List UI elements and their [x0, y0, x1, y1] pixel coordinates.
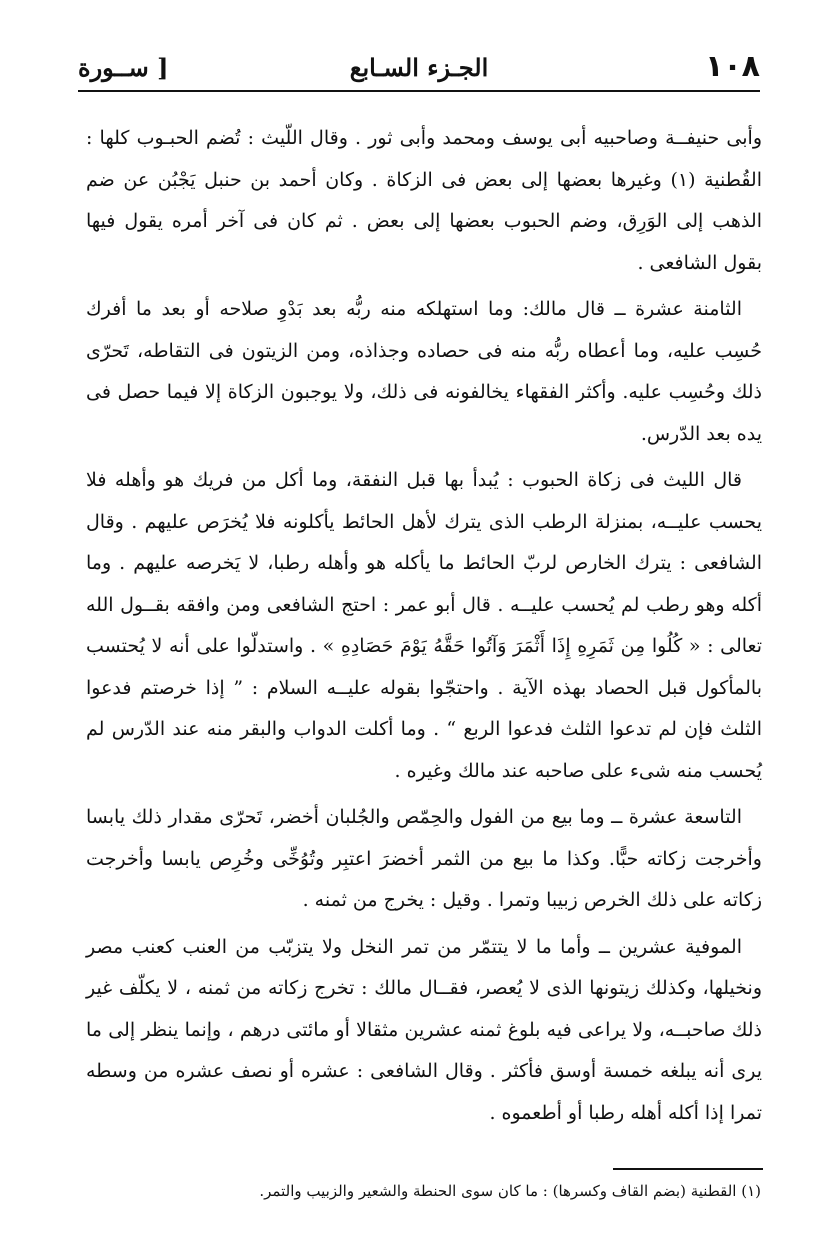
- footnote: (١) القطنية (بضم القاف وكسرها) : ما كان سوى الحنطة والشعير والزبيب والتمر.: [259, 1182, 761, 1200]
- paragraph-issue-20: الموفية عشرين ــ وأما ما لا يتتمّر من تمر النخل ولا يتزبّب من العنب كعنب مصر ونخيلها، وكذلك زيتونها الذى لا يُعصر، فقــال مالك : تخرج زكاته من ثمنه ، لا يكلّف غير ذلك صاحبــه، ولا يراعى فيه بلوغ ثمنه عشرين مثقالا أو مائتى درهم ، وإنما ينظر إلى ما يرى أنه يبلغه خمسة أوسق فأكثر . وقال الشافعى : عشره أو نصف عشره من وسطه تمرا إذا أكله أهله رطبا أو أطعموه .: [86, 935, 762, 1124]
- paragraph-issue-18: الثامنة عشرة ــ قال مالك: وما استهلكه منه ربُّه بعد بَدْوِ صلاحه أو بعد ما أفرك حُسِب عليه، وما أعطاه ربُّه منه فى حصاده وجذاذه، ومن الزيتون فى التقاطه، تَحرّى ذلك وحُسِب عليه. وأكثر الفقهاء يخالفونه فى ذلك، ولا يوجبون الزكاة إلا فيما حصل فى يده بعد الدّرس.: [86, 298, 762, 445]
- part-title: الجـزء السـابع: [349, 53, 489, 82]
- page-number: ١٠٨: [705, 49, 760, 84]
- main-text: [86, 118, 762, 1139]
- paragraph-issue-19: التاسعة عشرة ــ وما بيع من الفول والحِمّص والجُلبان أخضر، تَحرّى مقدار ذلك يابسا وأخرجت زكاته حبًّا. وكذا ما بيع من الثمر أخضرَ اعتبِر وتُوُخِّى وخُرِص يابسا وأخرجت زكاته على ذلك الخرص زبيبا وتمرا . وقيل : يخرج من ثمنه .: [86, 806, 762, 911]
- surah-label: [ ســورة: [78, 53, 169, 82]
- footnote-divider: [613, 1168, 763, 1170]
- page-header: [78, 48, 760, 92]
- paragraph-continuation: وأبى حنيفــة وصاحبيه أبى يوسف ومحمد وأبى ثور . وقال اللّيث : تُضم الحبـوب كلها : القُطنية (١) وغيرها بعضها إلى بعض فى الزكاة . وكان أحمد بن حنبل يَجْبُن عن ضم الذهب إلى الوَرِق، وضم الحبوب بعضها إلى بعض . ثم كان فى آخر أمره يقول فيها بقول الشافعى .: [86, 127, 762, 274]
- paragraph-layth-grains: قال الليث فى زكاة الحبوب : يُبدأ بها قبل النفقة، وما أكل من فريك هو وأهله فلا يحسب عليــه، بمنزلة الرطب الذى يترك لأهل الحائط يأكلونه فلا يُخرَص عليهم . وقال الشافعى : يترك الخارص لربّ الحائط ما يأكله هو وأهله رطبا، لا يَخرصه عليهم . وما أكله وهو رطب لم يُحسب عليــه . قال أبو عمر : احتج الشافعى ومن وافقه بقــول الله تعالى : « كُلُوا مِن ثَمَرِهِ إِذَا أَثْمَرَ وَآتُوا حَقَّهُ يَوْمَ حَصَادِهِ » . واستدلّوا على أنه لا يُحتسب بالمأكول قبل الحصاد بهذه الآية . واحتجّوا بقوله عليــه السلام : ” إذا خرصتم فدعوا الثلث فإن لم تدعوا الثلث فدعوا الربع “ . وما أكلت الدواب والبقر منه عند الدّرس لم يُحسب منه شىء على صاحبه عند مالك وغيره .: [86, 469, 762, 782]
